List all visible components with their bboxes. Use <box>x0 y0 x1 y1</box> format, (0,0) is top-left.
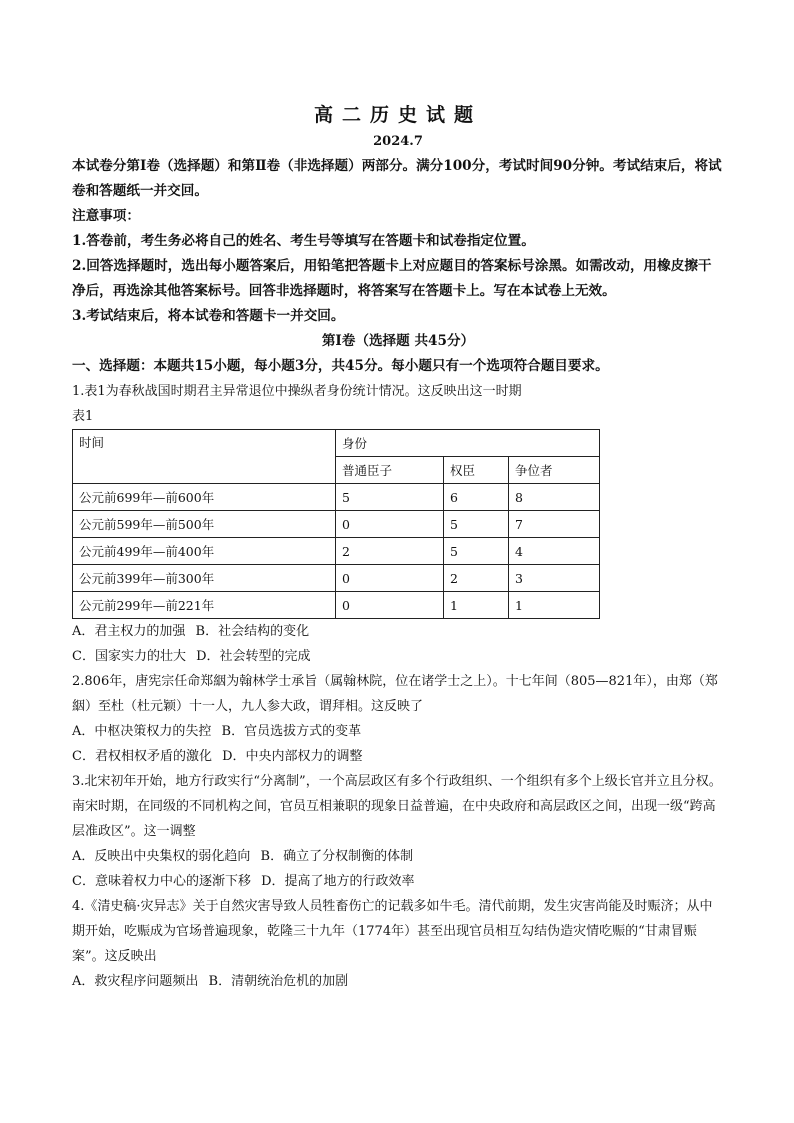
table-row <box>73 592 600 619</box>
option-b: B．清朝统治危机的加剧 <box>208 974 349 989</box>
table-row <box>73 565 600 592</box>
option-b: B．确立了分权制衡的体制 <box>260 849 414 864</box>
option-d: D．提高了地方的行政效率 <box>261 874 415 889</box>
question-2-options-row <box>72 744 724 769</box>
cell-value: 1 <box>509 592 600 619</box>
option-b: B．社会结构的变化 <box>195 624 310 639</box>
cell-value: 2 <box>444 565 509 592</box>
section-heading: 第Ⅰ卷（选择题 共45分） <box>321 333 475 349</box>
table-row <box>73 538 600 565</box>
question-4-stem: 4.《清史稿·灾异志》关于自然灾害导致人员牲畜伤亡的记载多如牛毛。清代前期，发生灾害尚能及时赈济；从中期开始，吃赈成为官场普遍现象，乾隆三十九年（1774年）甚至出现官员相互勾结伪造灾情吃赈的“甘肃冒赈案”。这反映出 <box>72 899 713 964</box>
table-row <box>73 511 600 538</box>
notes-title: 注意事项： <box>72 208 140 224</box>
cell-value: 4 <box>509 538 600 565</box>
cell-time: 公元前699年—前600年 <box>73 484 336 511</box>
cell-value: 0 <box>336 511 444 538</box>
option-c: C．国家实力的壮大 <box>72 649 186 664</box>
cell-value: 0 <box>336 592 444 619</box>
cell-value: 8 <box>509 484 600 511</box>
cell-time: 公元前399年—前300年 <box>73 565 336 592</box>
cell-value: 6 <box>444 484 509 511</box>
question-1-options-row <box>72 644 724 669</box>
cell-time: 公元前599年—前500年 <box>73 511 336 538</box>
header-col: 普通臣子 <box>336 457 444 484</box>
question-2-options-row <box>72 719 724 744</box>
exam-page <box>72 100 724 994</box>
note-item: 3.考试结束后，将本试卷和答题卡一并交回。 <box>72 308 345 324</box>
option-a: A．君主权力的加强 <box>72 624 186 639</box>
cell-time: 公元前499年—前400年 <box>73 538 336 565</box>
option-a: A．反映出中央集权的弱化趋向 <box>72 849 251 864</box>
header-col: 争位者 <box>509 457 600 484</box>
question-1-stem: 1.表1为春秋战国时期君主异常退位中操纵者身份统计情况。这反映出这一时期 <box>72 384 522 399</box>
option-a: A．救灾程序问题频出 <box>72 974 199 989</box>
option-d: D．社会转型的完成 <box>196 649 311 664</box>
cell-value: 5 <box>444 511 509 538</box>
note-item: 2.回答选择题时，选出每小题答案后，用铅笔把答题卡上对应题目的答案标号涂黑。如需改动，用橡皮擦干净后，再选涂其他答案标号。回答非选择题时，将答案写在答题卡上。写在本试卷上无效。 <box>72 258 712 299</box>
table-header-row <box>73 430 600 457</box>
note-item: 1.答卷前，考生务必将自己的姓名、考生号等填写在答题卡和试卷指定位置。 <box>72 233 535 249</box>
cell-value: 7 <box>509 511 600 538</box>
header-col: 权臣 <box>444 457 509 484</box>
option-c: C．君权相权矛盾的激化 <box>72 749 212 764</box>
cell-value: 0 <box>336 565 444 592</box>
table-label: 表1 <box>72 409 94 424</box>
header-time: 时间 <box>73 430 336 484</box>
question-3-stem: 3.北宋初年开始，地方行政实行“分离制”，一个高层政区有多个行政组织、一个组织有多个上级长官并立且分权。南宋时期，在同级的不同机构之间，官员互相兼职的现象日益普遍，在中央政府和高层政区之间，出现一级“跨高层准政区”。这一调整 <box>72 774 722 839</box>
cell-time: 公元前299年—前221年 <box>73 592 336 619</box>
question-4-options-row <box>72 969 724 994</box>
cell-value: 5 <box>336 484 444 511</box>
header-identity: 身份 <box>336 430 600 457</box>
cell-value: 2 <box>336 538 444 565</box>
cell-value: 5 <box>444 538 509 565</box>
exam-date: 2024.7 <box>373 134 423 149</box>
option-c: C．意味着权力中心的逐渐下移 <box>72 874 251 889</box>
section-instruction: 一、选择题：本题共15小题，每小题3分，共45分。每小题只有一个选项符合题目要求。 <box>72 358 609 374</box>
cell-value: 3 <box>509 565 600 592</box>
question-2-stem: 2.806年，唐宪宗任命郑絪为翰林学士承旨（属翰林院，位在诸学士之上）。十七年间（805—821年），由郑（郑絪）至杜（杜元颖）十一人，九人参大政，谓拜相。这反映了 <box>72 674 718 714</box>
cell-value: 1 <box>444 592 509 619</box>
intro-paragraph: 本试卷分第Ⅰ卷（选择题）和第Ⅱ卷（非选择题）两部分。满分100分，考试时间90分钟。考试结束后，将试卷和答题纸一并交回。 <box>72 158 722 199</box>
option-a: A．中枢决策权力的失控 <box>72 724 212 739</box>
question-1-options-row <box>72 619 724 644</box>
question-3-options-row <box>72 869 724 894</box>
page-title: 高二历史试题 <box>313 104 482 126</box>
table-row <box>73 484 600 511</box>
option-b: B．官员选拔方式的变革 <box>221 724 362 739</box>
question-3-options-row <box>72 844 724 869</box>
data-table <box>72 429 600 619</box>
option-d: D．中央内部权力的调整 <box>222 749 363 764</box>
